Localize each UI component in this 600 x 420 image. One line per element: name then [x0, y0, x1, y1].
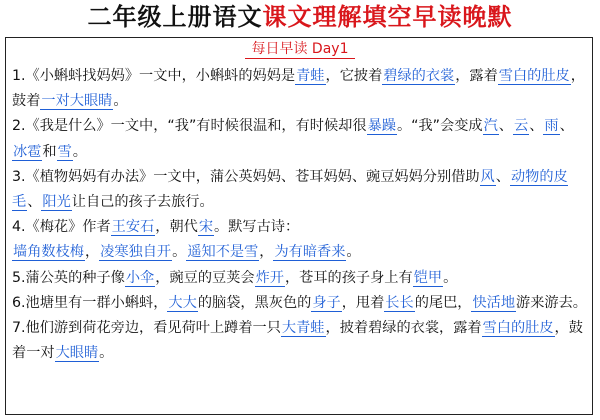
- question-text: ，鼓着: [12, 68, 585, 110]
- question-text: 。: [113, 93, 128, 110]
- answer-blank: 风: [480, 168, 495, 185]
- question-text: 6.池塘里有一群小蝌蚪，: [12, 294, 168, 311]
- subtitle: [0, 40, 600, 59]
- question-item: [12, 291, 588, 316]
- answer-blank: 雪白的肚皮: [482, 320, 554, 337]
- question-text: 游来游去。: [516, 294, 587, 311]
- question-text: ，朝代: [155, 219, 198, 236]
- answer-blank: 雪: [57, 143, 72, 160]
- question-item: [12, 114, 588, 164]
- question-text: 让自己的孩子去旅行。: [71, 194, 214, 211]
- question-text: 。: [172, 244, 187, 261]
- answer-blank: 雨: [544, 118, 559, 135]
- answer-blank: 碧绿的衣裳: [383, 68, 455, 84]
- question-text: 5.蒲公英的种子像: [12, 269, 125, 286]
- question-item: [12, 266, 588, 291]
- question-item: [12, 215, 588, 265]
- answer-blank: 铠甲: [413, 269, 443, 286]
- question-text: ，: [84, 244, 100, 261]
- question-text: ，它披着: [325, 68, 383, 84]
- answer-blank: 快活地: [472, 294, 516, 311]
- answer-blank: 青蛙: [296, 68, 325, 84]
- page-title-part-1: 二年级上册语文: [87, 2, 263, 31]
- answer-blank: 雪白的肚皮: [498, 68, 570, 84]
- subtitle-text: 每日早读 Day1: [245, 40, 354, 59]
- question-text: 。默写古诗：: [214, 219, 300, 236]
- question-text: 3.《植物妈妈有办法》一文中，蒲公英妈妈、苍耳妈妈、豌豆妈妈分别借助: [12, 168, 480, 185]
- question-text: 、: [559, 118, 574, 135]
- question-text: ，鼓着一对: [12, 320, 583, 362]
- question-text: 。“我”会变成: [396, 118, 483, 135]
- question-text: 的尾巴，: [414, 294, 472, 311]
- question-text: 7.他们游到荷花旁边，看见荷叶上蹲着一只: [12, 320, 281, 337]
- answer-blank: 云: [514, 118, 529, 135]
- answer-blank: 大眼睛: [55, 345, 99, 362]
- answer-blank: 汽: [483, 118, 498, 135]
- answer-blank: 小伞: [125, 269, 155, 286]
- answer-blank: 王安石: [111, 219, 155, 236]
- question-text: 。: [443, 269, 458, 286]
- page-title-part-2: 课文理解填空早读晚默: [262, 2, 513, 31]
- answer-blank: 一对大眼睛: [41, 93, 113, 110]
- answer-blank: 长长: [385, 294, 414, 311]
- question-text: 和: [42, 143, 57, 160]
- question-item: [12, 316, 588, 366]
- question-text: ，豌豆的豆荚会: [155, 269, 255, 286]
- question-text: ，: [259, 244, 274, 261]
- question-text: 2.《我是什么》一文中，“我”有时候很温和，有时候却很: [12, 118, 367, 135]
- question-text: 的脑袋，黑灰色的: [197, 294, 312, 311]
- answer-blank: 为有暗香来: [274, 244, 346, 261]
- question-text: 4.《梅花》作者: [12, 219, 111, 236]
- question-text: ，露着: [455, 68, 498, 84]
- question-text: ，披着碧绿的衣裳，露着: [325, 320, 482, 337]
- answer-blank: 身子: [312, 294, 341, 311]
- answer-blank: 阳光: [42, 194, 71, 211]
- question-text: 。: [99, 345, 114, 362]
- question-text: 。: [346, 244, 361, 261]
- question-text: 1.《小蝌蚪找妈妈》一文中，小蝌蚪的妈妈是: [12, 68, 296, 84]
- answer-blank: 宋: [198, 219, 214, 236]
- answer-blank: 遥知不是雪: [187, 244, 259, 261]
- question-text: 、: [495, 168, 510, 185]
- page-title: [0, 0, 600, 34]
- question-text: ，甩着: [341, 294, 385, 311]
- question-text: 、: [27, 194, 42, 211]
- answer-blank: 大大: [168, 294, 197, 311]
- answer-blank: 冰雹: [13, 143, 42, 160]
- question-text: 、: [498, 118, 513, 135]
- question-item: [12, 64, 588, 114]
- answer-blank: 凌寒独自开: [100, 244, 172, 261]
- answer-blank: 暴躁: [367, 118, 396, 135]
- question-text: ，苍耳的孩子身上有: [284, 269, 413, 286]
- answer-blank: 墙角数枝梅: [13, 244, 84, 261]
- answer-blank: 炸开: [255, 269, 284, 286]
- question-item: [12, 165, 588, 215]
- question-text: 、: [529, 118, 544, 135]
- question-list: [12, 64, 588, 366]
- answer-blank: 动物的皮毛: [12, 168, 568, 211]
- answer-blank: 大青蛙: [281, 320, 325, 337]
- question-text: 。: [72, 143, 87, 160]
